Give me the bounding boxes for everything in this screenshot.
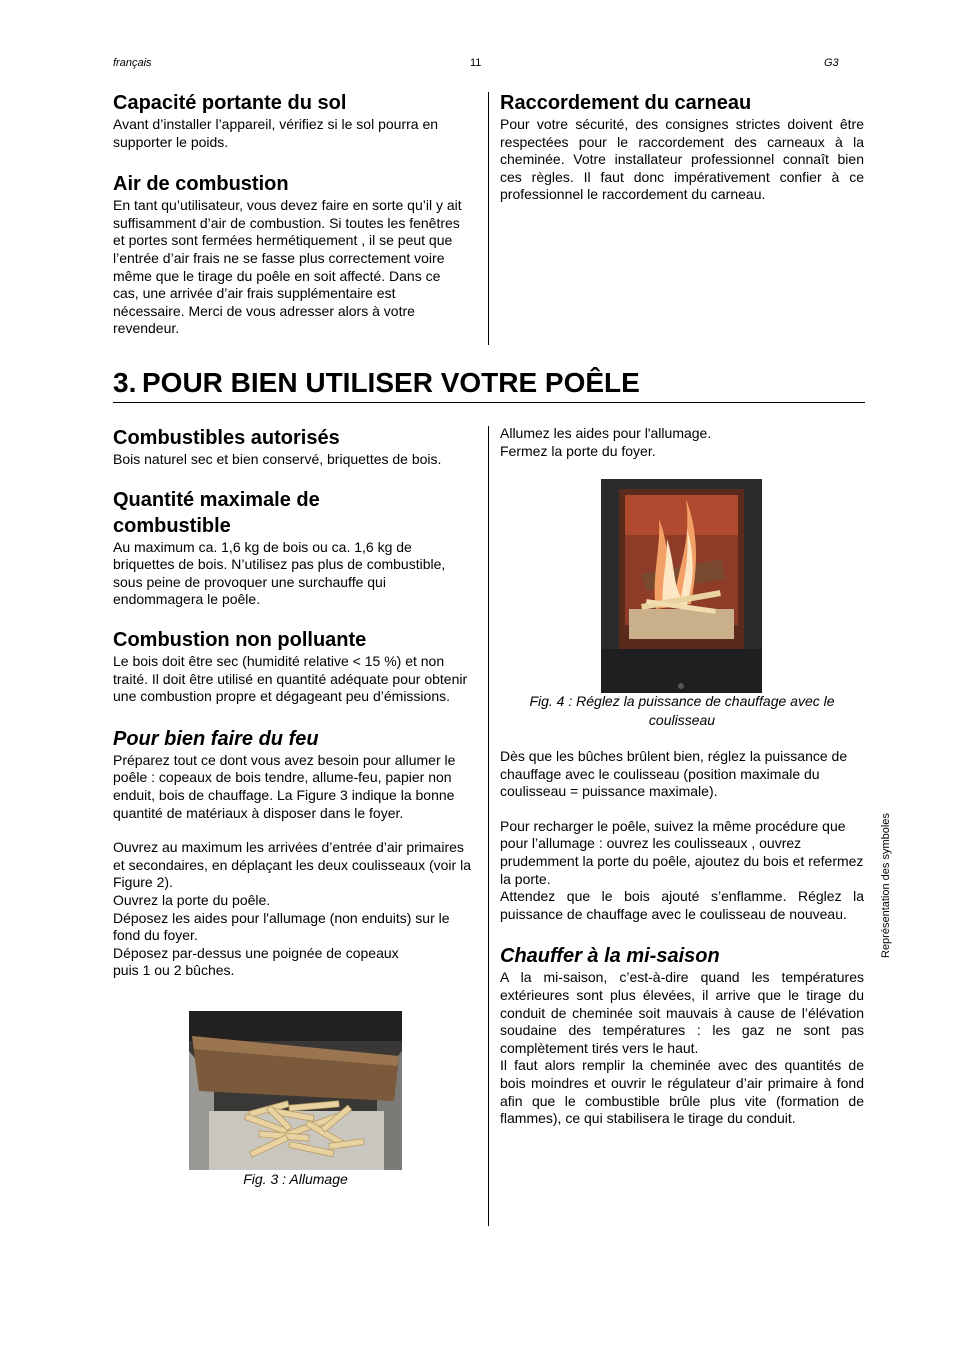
stove-fire-photo [601,479,762,693]
section-title-mid-season: Chauffer à la mi-saison [500,945,720,968]
figure-4-caption: Fig. 4 : Réglez la puissance de chauffage avec le coulisseau [529,693,835,728]
section-title-clean-combustion: Combustion non polluante [113,628,367,651]
column-divider-main [488,426,489,1226]
top-left-column [113,90,469,338]
intro-text: Allumez les aides pour l'allumage. Fermez la porte du foyer. [500,425,712,459]
right-main-column-top [500,425,864,460]
figure-3-image [189,1011,402,1170]
section-title-allowed-fuels: Combustibles autorisés [113,427,340,449]
text-adjust-power: Dès que les bûches brûlent bien, réglez la puissance de chauffage avec le coulisseau (position maximale du coulisseau = puissance maximale). [500,748,848,800]
figure-3-caption: Fig. 3 : Allumage [243,1171,348,1187]
chapter-heading [113,366,865,403]
column-divider-top [488,92,489,345]
side-tab-label: Représentation des symboles [880,813,892,958]
section-title-making-fire: Pour bien faire du feu [113,727,319,750]
kindling-photo [189,1011,402,1170]
section-text-making-fire-1: Préparez tout ce dont vous avez besoin pour allumer le poêle : copeaux de bois tendre, allume-feu, papier non enduit, bois de chauffage. La Figure 3 indique la bonne quantité de matériaux à disposer dans le foyer. [113,751,456,821]
section-title-combustion-air: Air de combustion [113,173,289,196]
chapter-title: POUR BIEN UTILISER VOTRE POÊLE [142,367,640,398]
text-reload: Pour recharger le poêle, suivez la même procédure que pour l’allumage : ouvrez les coulisseaux , ouvrez prudemment la porte du poêle, ajoutez du bois et refermez la porte. [500,817,864,887]
top-right-column [500,90,864,204]
section-text-clean-combustion: Le bois doit être sec (humidité relative < 15 %) et non traité. Il doit être utilisé en quantité adéquate pour obtenir une combustion propre et dégageant peu d’émissions. [113,652,468,705]
text-wait: Attendez que le bois ajouté s’enflamme. Réglez la puissance de chauffage avec le coulisseau de nouveau. [500,888,864,922]
section-text-making-fire-2: Ouvrez au maximum les arrivées d’entrée d’air primaires et secondaires, en déplaçant les deux coulisseaux (voir la Figure 2). Ouvrez la porte du poêle. Déposez les aides pour l'allumage (non enduits) sur le fond du foyer. Déposez par-dessus une poignée de copeaux puis 1 ou 2 bûches. [113,839,471,979]
section-title-max-fuel: Quantité maximale de combustible [113,488,320,537]
section-text-max-fuel: Au maximum ca. 1,6 kg de bois ou ca. 1,6 kg de briquettes de bois. N’utilisez pas plus de combustible, sous peine de provoquer une surchauffe qui endommagera le poêle. [113,538,446,608]
section-title-floor-capacity: Capacité portante du sol [113,92,347,114]
page-number: 11 [470,57,482,69]
section-text-mid-season: A la mi-saison, c’est-à-dire quand les températures extérieures sont plus élevées, il arrive que le tirage du conduit de cheminée soit mauvais à cause de l’élévation soudaine des températures : les gaz ne sont pas complètement tirés vers le haut. Il faut alors remplir la cheminée avec des quantités de bois moindres et ouvrir le régulateur d’air primaire à fond afin que le combustible brûle plus vite (formation de flammes), ce qui stabilisera le tirage du conduit. [500,969,864,1127]
chapter-number: 3. [113,367,137,398]
left-main-column [113,425,477,980]
section-text-combustion-air: En tant qu’utilisateur, vous devez faire en sorte qu’il y ait suffisamment d’air de combustion. Si toutes les fenêtres et portes sont fermées hermétiquement , il se peut que l’entrée d’air frais ne se fasse plus correctement voire même que le tirage du poêle en soit affecté. Dans ce cas, une arrivée d’air frais supplémentaire est nécessaire. Merci de vous adresser alors à votre revendeur. [113,197,462,337]
header-language: français [113,57,152,69]
section-title-flue-connection: Raccordement du carneau [500,92,752,114]
section-text-flue-connection: Pour votre sécurité, des consignes strictes doivent être respectées pour le raccordement des carneaux à la cheminée. Votre installateur professionnel connaît bien ces règles. Il faut donc impérativement confier à ce professionnel le raccordement du carneau. [500,116,864,203]
section-text-floor-capacity: Avant d’installer l’appareil, vérifiez si le sol pourra en supporter le poids. [113,116,439,150]
section-text-allowed-fuels: Bois naturel sec et bien conservé, briquettes de bois. [113,451,442,467]
figure-4-image [601,479,762,693]
header-model: G3 [824,57,839,69]
right-main-column-bottom [500,748,864,1128]
